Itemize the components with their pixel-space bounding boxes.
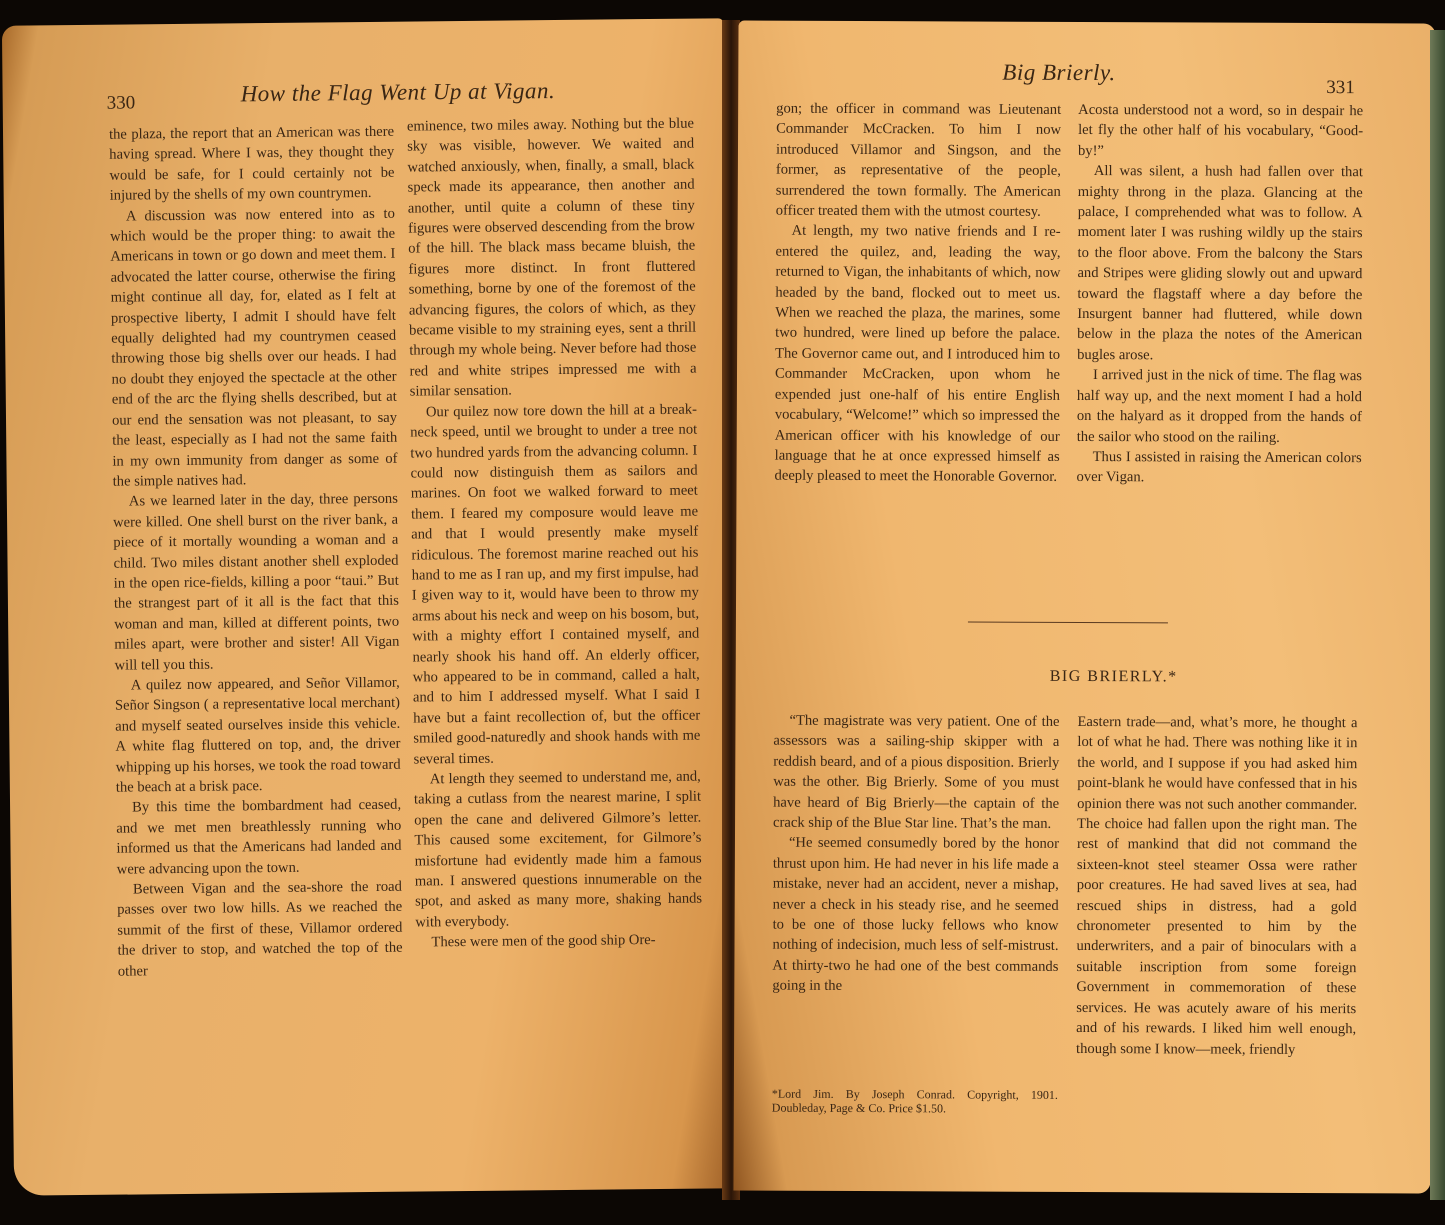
paragraph: A discussion was now entered into as to which would be the proper thing: to await the Americans in town or go down and meet them. I advocated the latter course, otherwise the firing might continue all day, for, elated as I felt at prospective liberty, I admit I should have felt equally delighted had my countrymen ceased throwing those big shells over our heads. I had no doubt they enjoyed the spectacle at the other end of the arc the flying shells described, but at our end the sensation was not pleasant, to say the least, especially as I had not the same faith in my own immunity from danger as some of the simple natives had. (110, 205, 398, 490)
paragraph: At length they seemed to understand me, and, taking a cutlass from the nearest marine, I split open the cane and delivered Gilmore’s letter. This caused some excitement, for Gilmore’s misfortune had evidently made him a famous man. I answered questions innumerable on the spot, and asked as many more, shaking hands with everybody. (413, 768, 703, 931)
page-edge (1430, 30, 1445, 1200)
paragraph: At length, my two native friends and I re-entered the quilez, and, leading the way, returned to Vigan, the inhabitants of which, now headed by the band, flocked out to meet us. When we reached the plaza, the marines, some two hundred, were lined up before the palace. The Governor came out, and I introduced him to Commander McCracken, upon whom he expended just one-half of his entire English vocabulary, “Welcome!” which so impressed the American officer with his knowledge of our language that he at once expressed himself as deeply pleased to meet the Honorable Governor. (774, 223, 1061, 486)
footnote: *Lord Jim. By Joseph Conrad. Copyright, 1901. Doubleday, Page & Co. Price $1.50. (771, 1086, 1058, 1116)
paragraph: All was silent, a hush had fallen over that mighty throng in the plaza. Glancing at the palace, I comprehended what was to follow. A moment later I was rushing wildly up the stairs to the floor above. From the balcony the Stars and Stripes were gliding slowly out and upward toward the flagstaff where a day before the Insurgent banner had fluttered, while down below in the plaza the notes of the American bugles arose. (1077, 163, 1363, 364)
paragraph: I arrived just in the nick of time. The flag was half way up, and the next moment I had a hold on the halyard as it dropped from the hands of the sailor who stood on the railing. (1076, 367, 1363, 446)
section-divider (968, 621, 1168, 623)
right-page (733, 20, 1435, 1193)
page-number-left: 330 (106, 92, 136, 114)
paragraph: Between Vigan and the sea-shore the road passes over two low hills. As we reached the summit of the first of these, Villamor ordered the driver to stop, and watched the top of the other (117, 878, 403, 980)
paragraph: By this time the bombardment had ceased, and we met men breathlessly running who informed us that the Americans had landed and were advancing upon the town. (116, 797, 402, 878)
paragraph: the plaza, the report that an American was there having spread. Where I was, they thought they would be safe, for I could certainly not be injured by the shells of my own countrymen. (108, 123, 395, 204)
paragraph: As we learned later in the day, three persons were killed. One shell burst on the river bank, a piece of it mortally wounding a woman and a child. Two miles distant another shell exploded in the open rice-fields, killing a poor “taui.” But the strangest part of it all is the fact that this woman and man, killed at different points, two miles apart, were brother and sister! All Vigan will tell you this. (113, 491, 400, 674)
paragraph: Acosta understood not a word, so in despair he let fly the other half of his vocabulary, “Good-by!” (1077, 101, 1364, 159)
paragraph: “He seemed consumedly bored by the honor thrust upon him. He had never in his life made a mistake, never had an accident, never a mishap, never a check in his steady rise, and he seemed to be one of those lucky fellows who know nothing of indecision, much less of self-mistrust. At thirty-two he had one of the best commands going in the (772, 835, 1059, 995)
right-column-1 (775, 99, 1062, 488)
paragraph: A quilez now appeared, and Señor Villamor, Señor Singson ( a representative local merchant) and myself seated ourselves inside this vehicle. A white flag fluttered on top, and, the driver whipping up his horses, we took the road toward the beach at a brisk pace. (114, 674, 401, 796)
right-column-2 (1077, 100, 1364, 489)
paragraph: gon; the officer in command was Lieutenant Commander McCracken. To him I now introduced Villamor and Singson, and the former, as representative of the people, surrendered the town formally. The American officer treated them with the utmost courtesy. (775, 100, 1062, 220)
left-page (2, 18, 736, 1195)
paragraph: Eastern trade—and, what’s more, he thought a lot of what he had. There was nothing like it in the world, and I suppose if you had asked him point-blank he would have confessed that in his opinion there was not such another commander. The choice had fallen upon the right man. The rest of mankind that did not command the sixteen-knot steel steamer Ossa were rather poor creatures. He had saved lives at sea, had rescued ships in distress, had a gold chronometer presented to him by the underwriters, and a pair of binoculars with a suitable inscription from some foreign Government in commemoration of these services. He was acutely aware of his merits and of his rewards. I liked him well enough, though some I know—meek, friendly (1076, 713, 1358, 1058)
paragraph: Thus I assisted in raising the American colors over Vigan. (1076, 448, 1362, 486)
left-column-1 (109, 122, 403, 982)
page-number-right: 331 (1326, 77, 1355, 99)
right-column-4 (1076, 712, 1358, 1060)
running-head-right: Big Brierly. (1002, 59, 1116, 86)
paragraph: “The magistrate was very patient. One of the assessors was a sailing-ship skipper with a reddish beard, and of a pious disposition. Brierly was the other. Big Brierly. Some of you must have heard of Big Brierly—the captain of the crack ship of the Blue Star line. That’s the man. (773, 712, 1060, 832)
paragraph: These were men of the good ship Ore- (431, 932, 656, 951)
running-head-left: How the Flag Went Up at Vigan. (240, 78, 556, 107)
paragraph: eminence, two miles away. Nothing but the blue sky was visible, however. We waited and watched anxiously, when, finally, a small, black speck made its appearance, then another and another, until quite a column of these tiny figures were observed descending from the brow of the hill. The black mass became bluish, the figures more distinct. In front fluttered something, borne by one of the foremost of the advancing figures, the colors of which, as they became visible to my straining eyes, sent a thrill through my whole being. Never before had those red and white stripes impressed me with a similar sensation. (406, 115, 697, 400)
paragraph: Our quilez now tore down the hill at a break-neck speed, until we brought to under a tree not two hundred yards from the advancing column. I could now distinguish them as sailors and marines. On foot we walked forward to meet them. I feared my composure would leave me and that I would presently make myself ridiculous. The foremost marine reached out his hand to me as I ran up, and my first impulse, had I given way to it, would have been to throw my arms about his neck and weep on his bosom, but, with a mighty effort I contained myself, and nearly shook his hand off. An elderly officer, who appeared to be in command, called a halt, and to him I addressed myself. What I said I have but a faint recollection of, but the officer smiled good-naturedly and shook hands with me several times. (410, 401, 701, 768)
right-column-3 (772, 711, 1059, 998)
left-column-2 (407, 114, 703, 954)
section-heading: BIG BRIERLY.* (1049, 667, 1178, 686)
